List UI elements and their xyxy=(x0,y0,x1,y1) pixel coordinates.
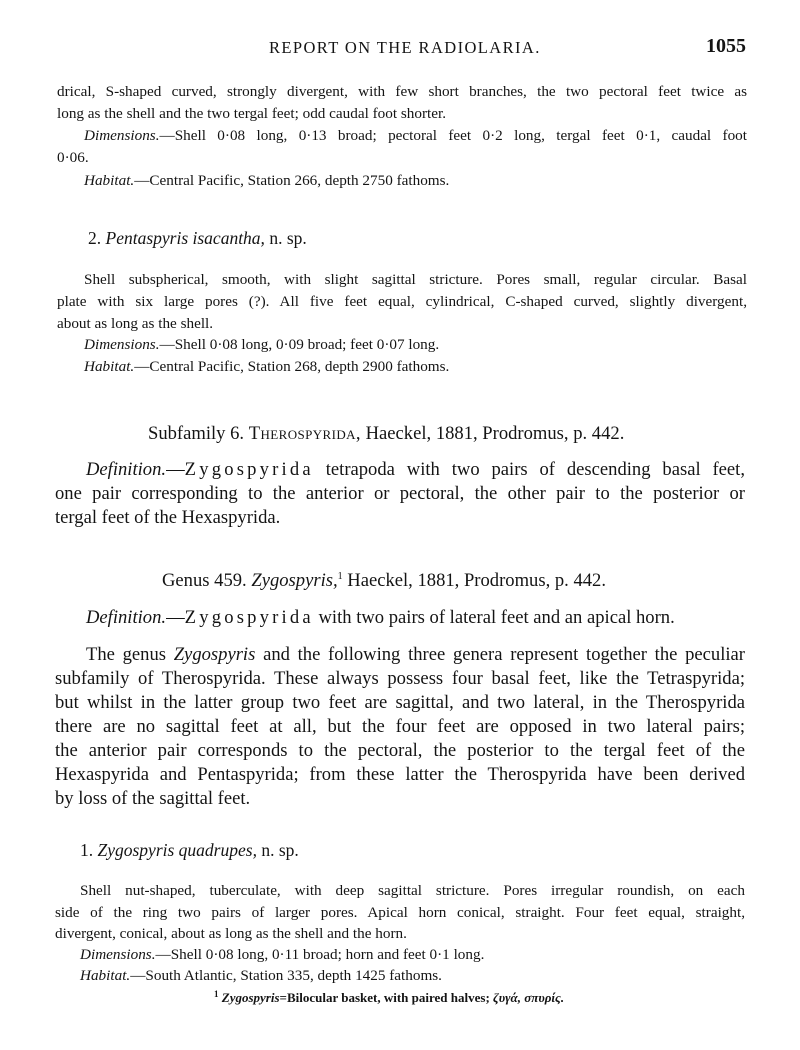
prev-desc-line-2: long as the shell and the two tergal feet; odd caudal foot shorter. xyxy=(57,105,447,122)
footnote-greek: ζυγά, σπυρίς. xyxy=(493,990,565,1005)
genus-body-line-2: subfamily of Therospyrida. These always possess four basal feet, like the Tetraspyrida; xyxy=(55,668,745,689)
species-heading-pentaspyris: 2. Pentaspyris isacantha, n. sp. xyxy=(88,228,307,248)
prev-dimensions-cont: 0·06. xyxy=(57,149,89,166)
species-name: Pentaspyris isacantha, xyxy=(105,228,265,248)
genus-heading: Genus 459. Zygospyris,$^1$ Haeckel, 1881, Prodromus, p. 442. xyxy=(162,570,607,591)
species-heading-zygospyris: 1. Zygospyris quadrupes, n. sp. xyxy=(80,840,299,860)
prev-dimensions: Dimensions.—Shell 0·08 long, 0·13 broad; pectoral feet 0·2 long, tergal feet 0·1, caudal foot xyxy=(84,127,747,144)
species2-dimensions: Dimensions.—Shell 0·08 long, 0·09 broad; feet 0·07 long. xyxy=(84,336,440,353)
species2-desc-line-2: plate with six large pores (?). All five feet equal, cylindrical, C-shaped curved, slightly divergent, xyxy=(57,293,747,310)
footnote-mark: 1 xyxy=(214,989,219,999)
dimensions-label: Dimensions. xyxy=(84,127,160,144)
definition-label: Definition. xyxy=(86,459,167,480)
species1-habitat: Habitat.—South Atlantic, Station 335, depth 1425 fathoms. xyxy=(80,967,442,984)
habitat-label: Habitat. xyxy=(84,358,135,375)
prev-habitat: Habitat.—Central Pacific, Station 266, depth 2750 fathoms. xyxy=(84,172,450,189)
group-name: Zygospyrida xyxy=(184,459,314,480)
genus-definition: Definition.—Zygospyrida with two pairs of lateral feet and an apical horn. xyxy=(86,607,675,628)
species2-habitat: Habitat.—Central Pacific, Station 268, depth 2900 fathoms. xyxy=(84,358,450,375)
subfamily-heading: Subfamily 6. Therospyrida, Haeckel, 1881, Prodromus, p. 442. xyxy=(148,423,625,444)
group-name: Zygospyrida xyxy=(184,607,314,628)
habitat-label: Habitat. xyxy=(80,967,131,984)
genus-name: Zygospyris, xyxy=(251,570,338,591)
habitat-label: Habitat. xyxy=(84,172,135,189)
subfamily-definition-line-3: tergal feet of the Hexaspyrida. xyxy=(55,507,281,528)
definition-label: Definition. xyxy=(86,607,167,628)
dimensions-label: Dimensions. xyxy=(80,946,156,963)
subfamily-definition-line-2: one pair corresponding to the anterior or pectoral, the other pair to the posterior or xyxy=(55,483,745,504)
genus-body-line-4: there are no sagittal feet at all, but the four feet are opposed in two lateral pairs; xyxy=(55,716,745,737)
dimensions-label: Dimensions. xyxy=(84,336,160,353)
footnote: $^1$ Zygospyris=Bilocular basket, with paired halves; ζυγά, σπυρίς. xyxy=(214,989,565,1005)
species2-desc-line-3: about as long as the shell. xyxy=(57,315,214,332)
species1-desc-line-2: side of the ring two pairs of larger pores. Apical horn conical, straight. Four feet equal, straight, xyxy=(55,904,745,921)
genus-body-line-7: by loss of the sagittal feet. xyxy=(55,788,251,809)
genus-body-line-1: The genus Zygospyris and the following three genera represent together the peculiar xyxy=(86,644,745,665)
species1-dimensions: Dimensions.—Shell 0·08 long, 0·11 broad; horn and feet 0·1 long. xyxy=(80,946,485,963)
prev-desc-line-1: drical, S-shaped curved, strongly divergent, with few short branches, the two pectoral feet twice as xyxy=(57,83,747,100)
species1-desc-line-3: divergent, conical, about as long as the shell and the horn. xyxy=(55,925,407,942)
page-number: 1055 xyxy=(706,35,746,57)
genus-body-line-5: the anterior pair corresponds to the pectoral, the posterior to the tergal feet of the xyxy=(55,740,745,761)
genus-body-line-3: but whilst in the latter group two feet are sagittal, and two lateral, in the Therospyrida xyxy=(55,692,745,713)
genus-body-line-6: Hexaspyrida and Pentaspyrida; from these latter the Therospyrida have been derived xyxy=(55,764,745,785)
species1-desc-line-1: Shell nut-shaped, tuberculate, with deep sagittal stricture. Pores irregular roundish, on each xyxy=(80,882,745,899)
footnote-term: Zygospyris xyxy=(221,990,280,1005)
running-title: REPORT ON THE RADIOLARIA. xyxy=(269,38,541,57)
species2-desc-line-1: Shell subspherical, smooth, with slight sagittal stricture. Pores small, regular circular. Basal xyxy=(84,271,747,288)
subfamily-name: Therospyrida, xyxy=(248,423,361,444)
subfamily-definition-line-1: Definition.—Zygospyrida tetrapoda with two pairs of descending basal feet, xyxy=(86,459,745,480)
footnote-ref: 1 xyxy=(337,571,343,582)
species-name: Zygospyris quadrupes, xyxy=(97,840,257,860)
genus-name-inline: Zygospyris xyxy=(173,644,256,665)
